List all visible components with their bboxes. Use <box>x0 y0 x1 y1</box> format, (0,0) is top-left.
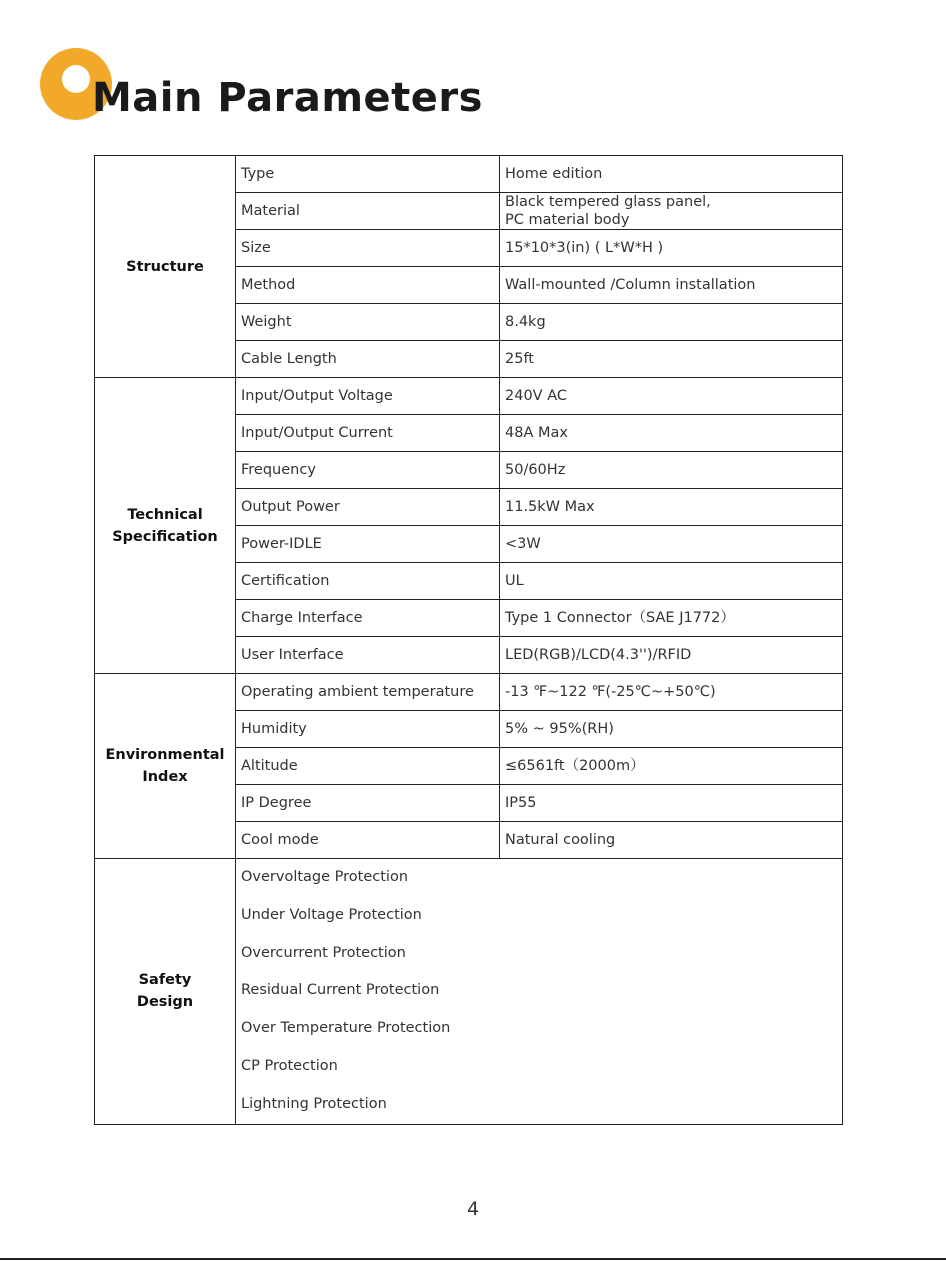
section-title: Safety <box>138 972 192 989</box>
value-line: PC material body <box>505 212 630 228</box>
param-label: Charge Interface <box>236 600 500 637</box>
list-item: Overvoltage Protection <box>241 869 409 885</box>
param-value: 15*10*3(in) ( L*W*H ) <box>500 230 843 267</box>
table-row <box>95 674 843 711</box>
bottom-divider <box>0 1258 946 1260</box>
param-label: Input/Output Current <box>236 415 500 452</box>
param-value: LED(RGB)/LCD(4.3'')/RFID <box>500 637 843 674</box>
param-value: UL <box>500 563 843 600</box>
param-value: <3W <box>500 526 843 563</box>
param-label: Humidity <box>236 711 500 748</box>
param-value: -13 ℉~122 ℉(-25℃~+50℃) <box>500 674 843 711</box>
param-label: IP Degree <box>236 785 500 822</box>
param-label: User Interface <box>236 637 500 674</box>
param-value: 11.5kW Max <box>500 489 843 526</box>
section-title: Index <box>142 769 188 785</box>
param-value: 5% ~ 95%(RH) <box>500 711 843 748</box>
section-title: Design <box>136 994 194 1011</box>
param-label: Weight <box>236 304 500 341</box>
list-item: Under Voltage Protection <box>241 906 422 923</box>
param-value: 240V AC <box>500 378 843 415</box>
param-label: Method <box>236 267 500 304</box>
param-label: Material <box>236 193 500 230</box>
param-value: Wall-mounted /Column installation <box>500 267 843 304</box>
param-label: Frequency <box>236 452 500 489</box>
param-value <box>500 193 843 230</box>
param-value: 48A Max <box>500 415 843 452</box>
param-label: Cable Length <box>236 341 500 378</box>
section-structure <box>95 156 236 378</box>
param-value: 25ft <box>500 341 843 378</box>
param-label: Power-IDLE <box>236 526 500 563</box>
param-value: 50/60Hz <box>500 452 843 489</box>
table-row <box>95 378 843 415</box>
section-safety-design <box>95 859 236 1125</box>
param-label: Input/Output Voltage <box>236 378 500 415</box>
list-item: Lightning Protection <box>241 1095 387 1112</box>
list-item: Overcurrent Protection <box>241 944 406 961</box>
section-title: Environmental <box>105 747 225 763</box>
param-value: Type 1 Connector（SAE J1772） <box>500 600 843 637</box>
param-label: Operating ambient temperature <box>236 674 500 711</box>
param-label: Size <box>236 230 500 267</box>
param-value: Home edition <box>500 156 843 193</box>
param-value: IP55 <box>500 785 843 822</box>
param-label: Cool mode <box>236 822 500 859</box>
page-title: Main Parameters <box>92 75 483 121</box>
section-technical-specification <box>95 378 236 674</box>
page-number: 4 <box>466 1198 480 1220</box>
param-label: Output Power <box>236 489 500 526</box>
section-title: Structure <box>126 258 204 275</box>
param-value: Natural cooling <box>500 822 843 859</box>
list-item: CP Protection <box>241 1057 338 1074</box>
value-line: Black tempered glass panel, <box>505 194 711 210</box>
param-value: ≤6561ft（2000m） <box>500 748 843 785</box>
table-row <box>95 156 843 193</box>
param-label: Altitude <box>236 748 500 785</box>
list-item: Residual Current Protection <box>241 982 440 999</box>
param-value: 8.4kg <box>500 304 843 341</box>
logo-circle-hole <box>62 65 90 93</box>
section-title: Technical <box>127 506 203 523</box>
table-row <box>95 859 843 1125</box>
list-item: Over Temperature Protection <box>241 1020 451 1037</box>
section-title: Specification <box>112 528 218 545</box>
param-label: Certification <box>236 563 500 600</box>
param-label: Type <box>236 156 500 193</box>
parameters-table <box>94 155 843 1125</box>
safety-items-list <box>236 859 843 1125</box>
section-environmental-index <box>95 674 236 859</box>
